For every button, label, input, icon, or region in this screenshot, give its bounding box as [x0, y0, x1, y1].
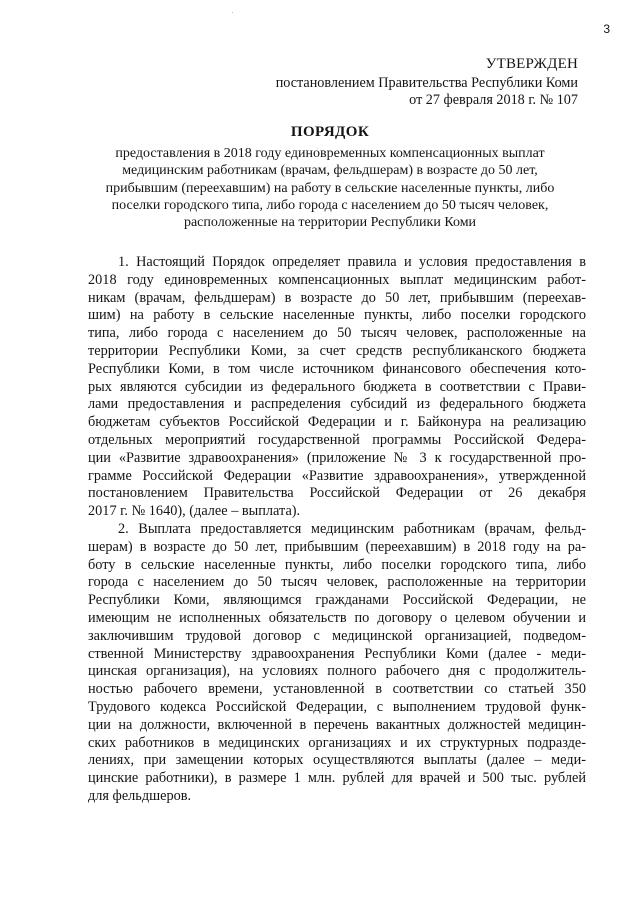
paragraph-line: Республики Коми, являющимся гражданами Российской Федерации, не	[88, 592, 586, 609]
title-block	[60, 123, 600, 231]
paragraph-line: лами предоставления и распределения субсидий из федерального бюджета	[88, 396, 586, 413]
subtitle-line: расположенные на территории Республики Коми	[183, 215, 477, 231]
scan-speck	[232, 12, 233, 13]
paragraph-line: постановлением Правительства Российской Федерации от 26 декабря	[88, 485, 586, 502]
paragraph-1	[88, 254, 586, 521]
paragraph-line: 2018 году единовременных компенсационных выплат медицинским работ-	[88, 271, 586, 288]
paragraph-line: 1. Настоящий Порядок определяет правила и условия предоставления в	[118, 254, 586, 270]
paragraph-line: отдельных мероприятий государственной программы Российской Федера-	[88, 431, 586, 448]
paragraph-line: бюджетам субъектов Российской Федерации и г. Байконура на реализацию	[88, 414, 586, 431]
document-body	[88, 254, 586, 806]
paragraph-line: ции на должности, включенной в перечень вакантных должностей медицин-	[88, 716, 586, 733]
paragraph-line: территории Республики Коми, за счет средств республиканского бюджета	[88, 342, 586, 359]
paragraph-line: цинская организация), на условиях полного рабочего дня с продолжитель-	[88, 663, 586, 680]
document-title: ПОРЯДОК	[290, 124, 370, 140]
approval-date-line: от 27 февраля 2018 г. № 107	[409, 92, 578, 108]
paragraph-line: ственной Министерству здравоохранения Республики Коми (далее - меди-	[88, 645, 586, 662]
paragraph-line: боту в сельские населенные пункты, либо поселки городского типа, либо	[88, 556, 586, 573]
paragraph-line: шим) на работу в сельские населенные пункты, либо поселки городского	[88, 307, 586, 324]
paragraph-line: цинские работники), в размере 1 млн. рублей для врачей и 500 тыс. рублей	[88, 770, 586, 787]
approval-word: УТВЕРЖДЕН	[485, 56, 578, 72]
subtitle-line: прибывшим (переехавшим) на работу в сельские населенные пункты, либо	[105, 180, 555, 196]
paragraph-line: Республики Коми, в том числе источником финансового обеспечения кото-	[88, 360, 586, 377]
paragraph-line: шерам) в возрасте до 50 лет, прибывшим (переехавшим) в 2018 году на ра-	[88, 538, 586, 555]
approval-line: постановлением Правительства Республики Коми	[275, 74, 578, 91]
paragraph-line: грамме Российской Федерации «Развитие здравоохранения», утвержденной	[88, 467, 586, 484]
paragraph-line: ностью рабочего времени, установленной в соответствии со статьей 350	[88, 681, 586, 698]
paragraph-line: ских работников в медицинских организациях и их структурных подразде-	[88, 734, 586, 751]
paragraph-line: для фельдшеров.	[88, 787, 192, 804]
paragraph-line: ции «Развитие здравоохранения» (приложение № 3 к государственной про-	[88, 449, 586, 466]
subtitle-line: медицинским работникам (врачам, фельдшерам) в возрасте до 50 лет,	[122, 163, 538, 179]
paragraph-line: города с населением до 50 тысяч человек, расположенные на территории	[88, 574, 586, 591]
paragraph-line: заключившим трудовой договор с медицинской организацией, подведом-	[88, 627, 586, 644]
page-number: 3	[603, 22, 610, 36]
subtitle-line: поселки городского типа, либо города с населением до 50 тысяч человек,	[111, 197, 549, 213]
approval-stamp	[276, 56, 578, 110]
subtitle-line: предоставления в 2018 году единовременных компенсационных выплат	[115, 146, 545, 161]
paragraph-line: типа, либо города с населением до 50 тысяч человек, расположенные на	[88, 325, 586, 342]
paragraph-line: 2. Выплата предоставляется медицинским работникам (врачам, фельд-	[118, 520, 586, 537]
paragraph-line: лениях, при замещении которых осуществляются выплаты (далее – меди-	[88, 752, 586, 769]
paragraph-2	[88, 521, 586, 806]
paragraph-line: рых являются субсидии из федерального бюджета в соответствии с Прави-	[88, 378, 586, 395]
paragraph-line: 2017 г. № 1640), (далее – выплата).	[88, 503, 301, 520]
paragraph-line: имеющим не исполненных обязательств по договору о целевом обучении и	[88, 609, 586, 626]
paragraph-line: никам (врачам, фельдшерам) в возрасте до 50 лет, прибывшим (переехав-	[88, 289, 586, 306]
paragraph-line: Трудового кодекса Российской Федерации, с выполнением трудовой функ-	[88, 698, 586, 715]
